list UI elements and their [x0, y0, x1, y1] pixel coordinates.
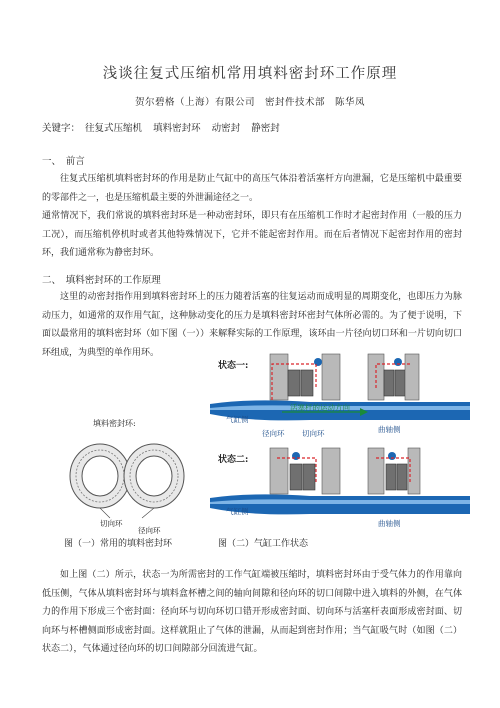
section1-paragraph: 通常情况下，我们常说的填料密封环是一种动密封环，即只有在压缩机工作时才起密封作用（一般的压力工况），而压缩机停机时或者其他特殊情况下，它并不能起密封作用。而在后者情况下起密封作用的密封环，我们通常称为静密封环。 — [42, 211, 462, 258]
keyword-item: 填料密封环 — [153, 123, 201, 134]
keywords-label: 关键字： — [42, 123, 81, 134]
state1-label: 状态一: — [218, 361, 249, 371]
cylinder-side-label: 气缸侧 — [226, 507, 249, 516]
figure1-label: 填料密封环: — [93, 419, 136, 428]
keywords — [42, 120, 288, 134]
cylinder-side-label: 气缸侧 — [226, 415, 249, 424]
keyword-item: 静密封 — [251, 123, 280, 134]
tangential-ring-label-fig2: 切向环 — [302, 429, 325, 438]
crank-side-label: 曲轴侧 — [378, 425, 401, 434]
rod-motion-label: 活塞杆的运动方向 — [290, 403, 350, 412]
radial-ring-label: 径向环 — [138, 526, 161, 535]
state2-diagram — [210, 448, 470, 514]
tangential-ring-label: 切向环 — [100, 519, 123, 528]
sealing-rings-illustration — [58, 430, 208, 520]
tangential-ring-drawing — [70, 444, 130, 508]
state2-label: 状态二: — [218, 455, 249, 465]
section1-heading: 一、 前言 — [42, 156, 85, 167]
figure2-caption: 图（二）气缸工作状态 — [218, 539, 309, 549]
radial-ring-drawing — [124, 444, 184, 508]
section3-paragraph: 如上图（二）所示，状态一为所需密封的工作气缸端被压缩时，填料密封环由于受气体力的作用靠向低压侧，气体从填料密封环与填料盒杯槽之间的轴向间隙和径向环的切口间隙中进入填料的外侧，在气体力的作用下形成三个密封面：径向环与切向环切口错开形成密封面、切向环与活塞杆表面形成密封面、切向环与杯槽侧面形成密封面。这样就阻止了气体的泄漏，从而起到密封作用；当气缸吸气时（如图（二）状态二），气体通过径向环的切口间隙部分回流进气缸。 — [42, 570, 462, 654]
cylinder-states-diagram — [210, 348, 470, 520]
figure1-caption: 图（一）常用的填料密封环 — [64, 539, 173, 549]
keyword-item: 动密封 — [211, 123, 241, 134]
keyword-item: 往复式压缩机 — [85, 123, 143, 134]
page-title: 浅谈往复式压缩机常用填料密封环工作原理 — [102, 66, 398, 82]
section1-paragraph: 往复式压缩机填料密封环的作用是防止气缸中的高压气体沿着活塞杆方向泄漏，它是压缩机中最重要的零部件之一，也是压缩机最主要的外泄漏途径之一。 — [42, 174, 462, 203]
section2-heading: 二、 填料密封环的工作原理 — [42, 275, 161, 286]
section2-paragraph: 这里的动密封指作用到填料密封环上的压力随着活塞的往复运动而成明显的周期变化，也即压力为脉动压力，如通常的双作用气缸，这种脉动变化的压力是填料密封环密封气体所必需的。为了便于说明，下面以最常用的填料密封环（如下图（一））来解释实际的工作原理，该环由一片径向切口环和一片切向切口环组成，为典型的单作用环。 — [42, 292, 462, 358]
crank-side-label: 曲轴侧 — [378, 519, 401, 528]
figure1 — [58, 412, 208, 535]
radial-ring-label-fig2: 径向环 — [262, 429, 285, 438]
author-line: 贺尔碧格（上海）有限公司 密封件技术部 陈华凤 — [134, 97, 365, 108]
